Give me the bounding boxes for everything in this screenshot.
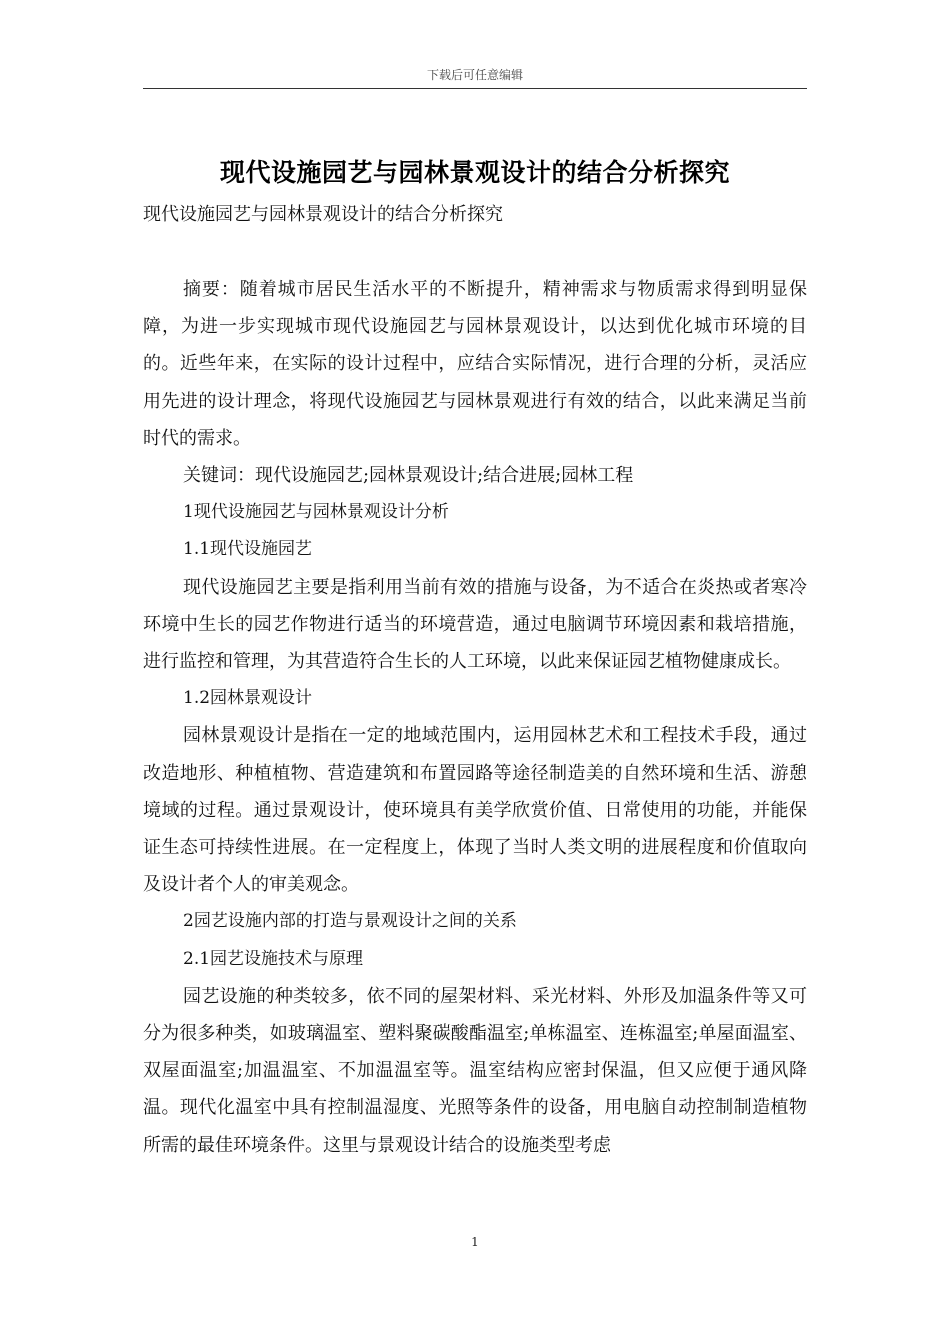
document-body [143, 271, 807, 1164]
keywords-paragraph: 关键词：现代设施园艺;园林景观设计;结合进展;园林工程 [183, 465, 634, 487]
body-paragraph: 现代设施园艺主要是指利用当前有效的措施与设备，为不适合在炎热或者寒冷环境中生长的园艺作物进行适当的环境营造，通过电脑调节环境因素和栽培措施，进行监控和管理，为其营造符合生长的人工环境，以此来保证园艺植物健康成长。 [143, 576, 807, 673]
abstract-paragraph: 摘要：随着城市居民生活水平的不断提升，精神需求与物质需求得到明显保障，为进一步实现城市现代设施园艺与园林景观设计，以达到优化城市环境的目的。近些年来，在实际的设计过程中，应结合实际情况，进行合理的分析，灵活应用先进的设计理念，将现代设施园艺与园林景观进行有效的结合，以此来满足当前时代的需求。 [143, 279, 807, 449]
document-subtitle: 现代设施园艺与园林景观设计的结合分析探究 [143, 204, 503, 225]
subsection-heading: 1.2园林景观设计 [183, 688, 313, 709]
header-divider [143, 88, 807, 89]
body-paragraph: 园艺设施的种类较多，依不同的屋架材料、采光材料、外形及加温条件等又可分为很多种类，如玻璃温室、塑料聚碳酸酯温室;单栋温室、连栋温室;单屋面温室、双屋面温室;加温温室、不加温温室等。温室结构应密封保温，但又应便于通风降温。现代化温室中具有控制温湿度、光照等条件的设备，用电脑自动控制制造植物所需的最佳环境条件。这里与景观设计结合的设施类型考虑 [143, 985, 808, 1156]
page-header: 下载后可任意编辑 [426, 68, 523, 82]
page-number: 1 [471, 1235, 479, 1249]
subsection-heading: 1.1现代设施园艺 [183, 539, 313, 560]
section-heading: 1现代设施园艺与园林景观设计分析 [183, 502, 449, 523]
document-title: 现代设施园艺与园林景观设计的结合分析探究 [219, 158, 730, 187]
section-heading: 2园艺设施内部的打造与景观设计之间的关系 [183, 911, 517, 932]
body-paragraph: 园林景观设计是指在一定的地域范围内，运用园林艺术和工程技术手段，通过改造地形、种植植物、营造建筑和布置园路等途径制造美的自然环境和生活、游憩境域的过程。通过景观设计，使环境具有美学欣赏价值、日常使用的功能，并能保证生态可持续性进展。在一定程度上，体现了当时人类文明的进展程度和价值取向及设计者个人的审美观念。 [143, 725, 807, 896]
subsection-heading: 2.1园艺设施技术与原理 [183, 948, 364, 969]
